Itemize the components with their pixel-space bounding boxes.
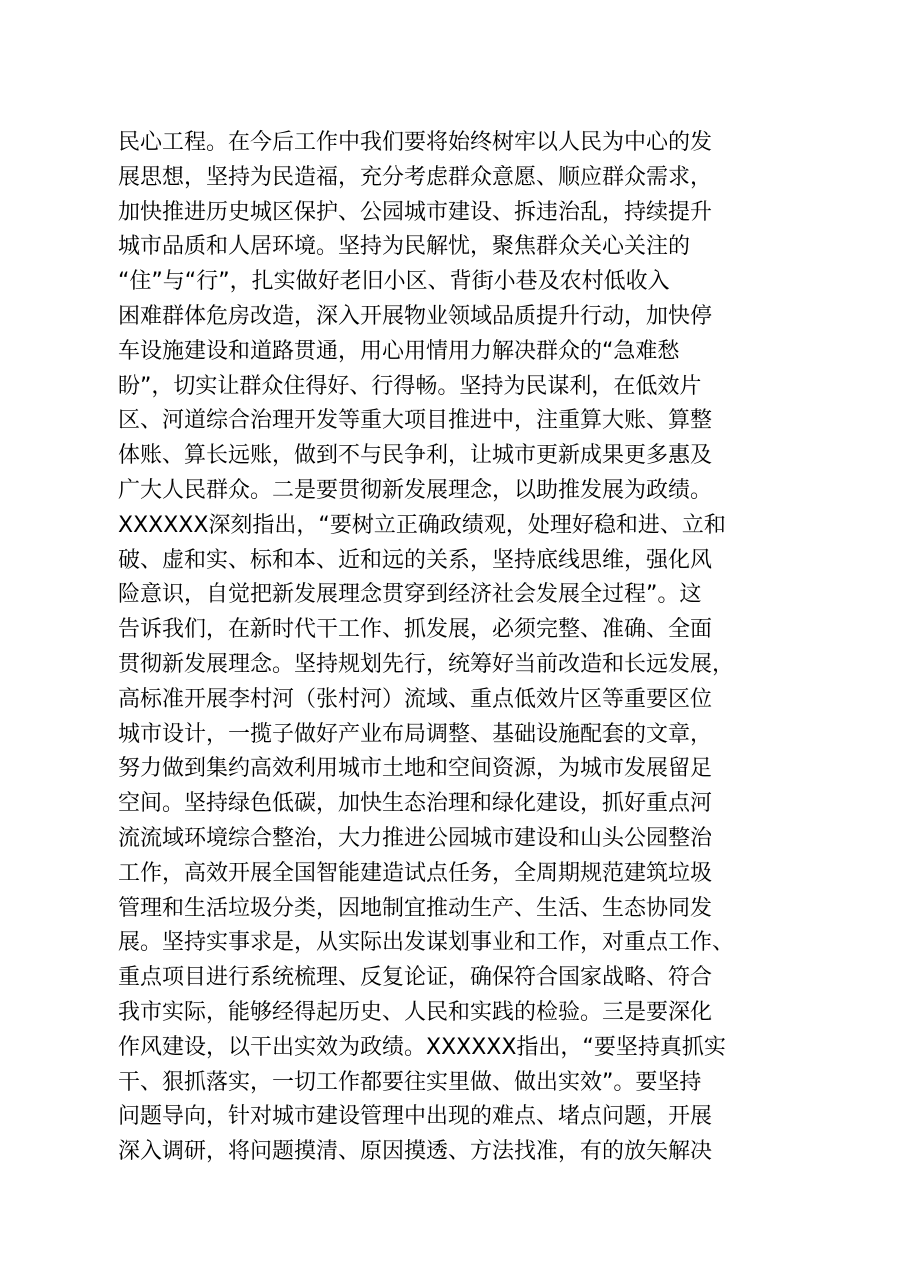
text-line: 空间。坚持绿色低碳，加快生态治理和绿化建设，抓好重点河 (118, 791, 713, 817)
text-line: 问题导向，针对城市建设管理中出现的难点、堵点问题，开展 (118, 1104, 713, 1130)
text-line: 我市实际，能够经得起历史、人民和实践的检验。三是要深化 (118, 999, 713, 1025)
text-line: 区、河道综合治理开发等重大项目推进中，注重算大账、算整 (118, 408, 713, 434)
text-line: 重点项目进行系统梳理、反复论证，确保符合国家战略、符合 (118, 965, 713, 991)
text-line: 加快推进历史城区保护、公园城市建设、拆违治乱，持续提升 (118, 199, 713, 225)
text-line: 管理和生活垃圾分类，因地制宜推动生产、生活、生态协同发 (118, 895, 713, 921)
text-line: 破、虚和实、标和本、近和远的关系，坚持底线思维，强化风 (118, 547, 713, 573)
text-line: 贯彻新发展理念。坚持规划先行，统筹好当前改造和长远发展， (118, 651, 735, 677)
body-text (118, 126, 818, 1170)
text-line: XXXXXX深刻指出，“要树立正确政绩观，处理好稳和进、立和 (118, 512, 726, 538)
text-line: 流流域环境综合整治，大力推进公园城市建设和山头公园整治 (118, 825, 713, 851)
text-line: 努力做到集约高效利用城市土地和空间资源，为城市发展留足 (118, 756, 713, 782)
text-line: 险意识，自觉把新发展理念贯穿到经济社会发展全过程”。这 (118, 582, 702, 608)
text-line: 困难群体危房改造，深入开展物业领域品质提升行动，加快停 (118, 303, 713, 329)
text-line: 体账、算长远账，做到不与民争利，让城市更新成果更多惠及 (118, 443, 713, 469)
text-line: “住”与“行”，扎实做好老旧小区、背街小巷及农村低收入 (118, 269, 670, 295)
text-line: 高标准开展李村河（张村河）流域、重点低效片区等重要区位 (118, 686, 713, 712)
text-line: 告诉我们，在新时代干工作、抓发展，必须完整、准确、全面 (118, 617, 713, 643)
text-line: 作风建设，以干出实效为政绩。XXXXXX指出，“要坚持真抓实 (118, 1034, 726, 1060)
text-line: 广大人民群众。二是要贯彻新发展理念，以助推发展为政绩。 (118, 477, 713, 503)
text-line: 城市品质和人居环境。坚持为民解忧，聚焦群众关心关注的 (118, 234, 691, 260)
text-line: 深入调研，将问题摸清、原因摸透、方法找准，有的放矢解决 (118, 1139, 713, 1165)
text-line: 城市设计，一揽子做好产业布局调整、基础设施配套的文章， (118, 721, 713, 747)
text-line: 展思想，坚持为民造福，充分考虑群众意愿、顺应群众需求， (118, 164, 713, 190)
text-line: 车设施建设和道路贯通，用心用情用力解决群众的“急难愁 (118, 338, 680, 364)
text-line: 工作，高效开展全国智能建造试点任务，全周期规范建筑垃圾 (118, 860, 713, 886)
text-line: 民心工程。在今后工作中我们要将始终树牢以人民为中心的发 (118, 130, 713, 155)
text-line: 干、狠抓落实，一切工作都要往实里做、做出实效”。要坚持 (118, 1069, 702, 1095)
text-line: 展。坚持实事求是，从实际出发谋划事业和工作，对重点工作、 (118, 930, 735, 956)
text-line: 盼”，切实让群众住得好、行得畅。坚持为民谋利，在低效片 (118, 373, 702, 399)
